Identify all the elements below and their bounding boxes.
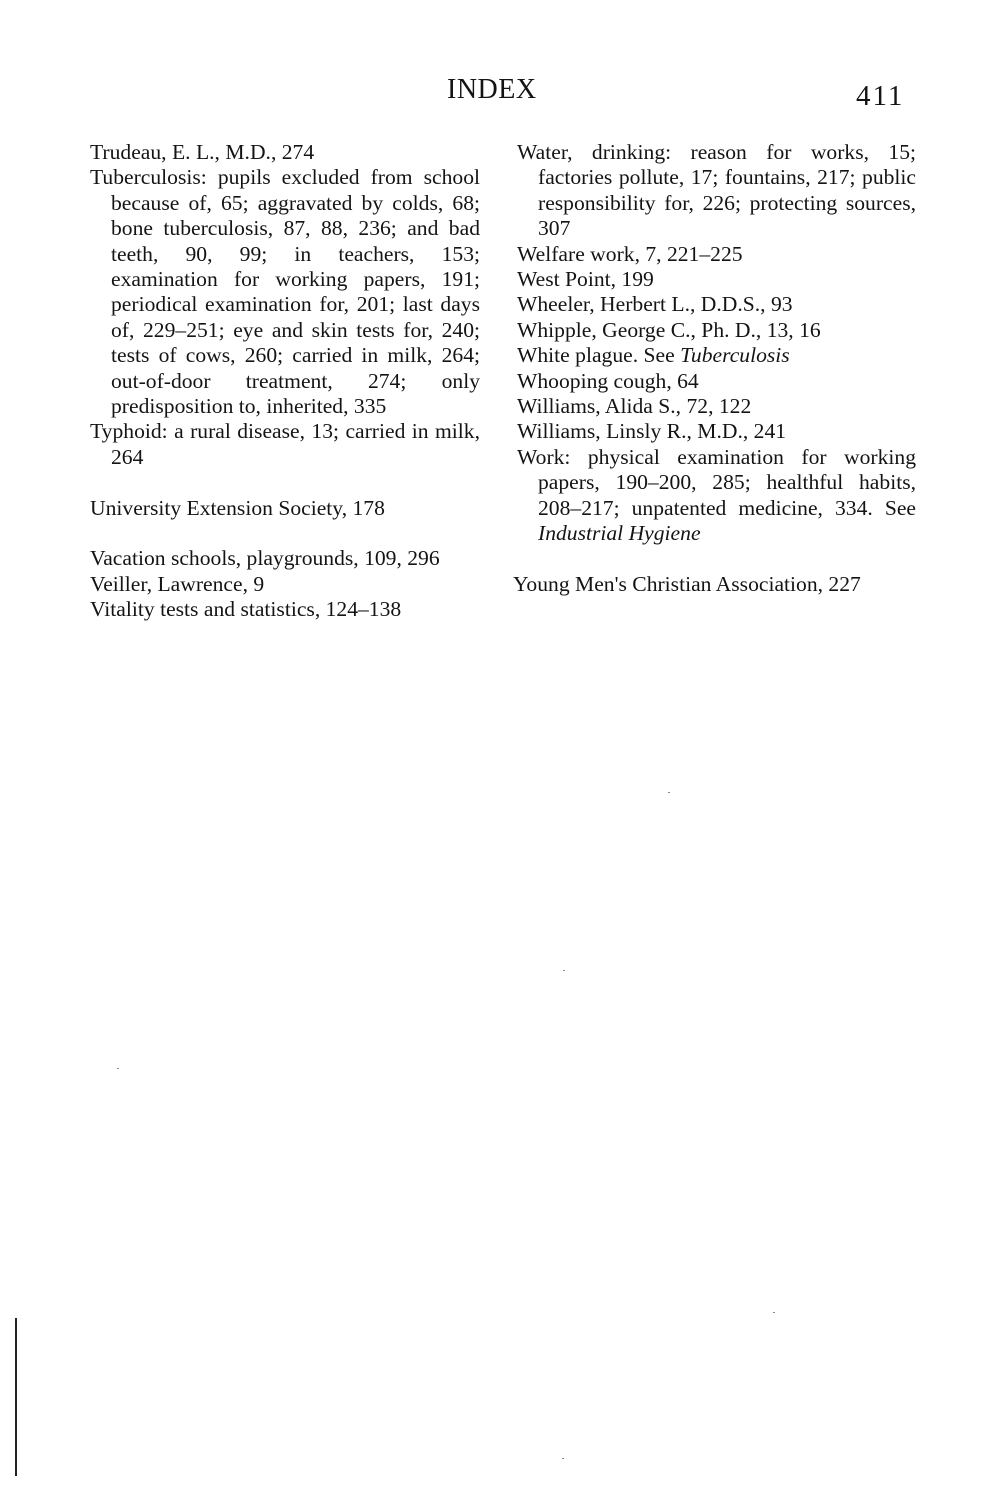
index-entry-typhoid: Typhoid: a rural disease, 13; carried in milk, 264 [90,419,480,469]
index-entry-white-plague: White plague. See Tuberculosis [517,343,790,368]
scan-speck [773,1312,775,1313]
scan-speck [563,970,565,971]
index-column-right [513,140,916,597]
page-title: INDEX [447,74,537,105]
cross-reference: Tuberculosis [680,343,790,368]
index-entry-williams-linsly: Williams, Linsly R., M.D., 241 [517,419,787,444]
index-entry-water-drinking: Water, drinking: reason for works, 15; factories pollute, 17; fountains, 217; public responsibility for, 226; protecting sources, 307 [517,140,916,241]
scan-edge-line [15,1318,17,1476]
index-entry-whipple: Whipple, George C., Ph. D., 13, 16 [517,317,821,342]
scan-speck [562,1458,564,1459]
index-entry-vitality-tests: Vitality tests and statistics, 124–138 [90,597,402,622]
cross-reference: Industrial Hygiene [538,521,701,546]
index-column-left [90,140,480,623]
index-entry-west-point: West Point, 199 [517,267,654,292]
scan-speck [117,1068,119,1069]
index-entry-welfare-work: Welfare work, 7, 221–225 [517,241,743,266]
running-head [0,74,1000,114]
index-entry-work: Work: physical examination for working papers, 190–200, 285; healthful habits, 208–217; unpatented medicine, 334. See Industrial Hygiene [517,444,916,546]
page-number: 411 [856,80,905,112]
index-entry-tuberculosis: Tuberculosis: pupils excluded from school because of, 65; aggravated by colds, 68; bone tuberculosis, 87, 88, 236; and bad teeth, 90, 99; in teachers, 153; examination for working papers, 191; periodical examination for, 201; last days of, 229–251; eye and skin tests for, 240; tests of cows, 260; carried in milk, 264; out-of-door treatment, 274; only predisposition to, inherited, 335 [90,165,480,419]
index-entry-university-extension: University Extension Society, 178 [90,495,385,520]
section-gap [90,470,480,495]
section-gap [90,521,480,546]
index-entry-whooping-cough: Whooping cough, 64 [517,368,699,393]
section-gap [517,547,916,572]
scan-speck [668,792,670,793]
index-entry-vacation-schools: Vacation schools, playgrounds, 109, 296 [90,546,440,571]
index-entry-veiller: Veiller, Lawrence, 9 [90,571,265,596]
index-entry-williams-alida: Williams, Alida S., 72, 122 [517,394,752,419]
index-entry-ymca: Young Men's Christian Association, 227 [513,571,861,596]
index-entry-trudeau: Trudeau, E. L., M.D., 274 [90,140,315,164]
index-entry-wheeler: Wheeler, Herbert L., D.D.S., 93 [517,292,793,317]
